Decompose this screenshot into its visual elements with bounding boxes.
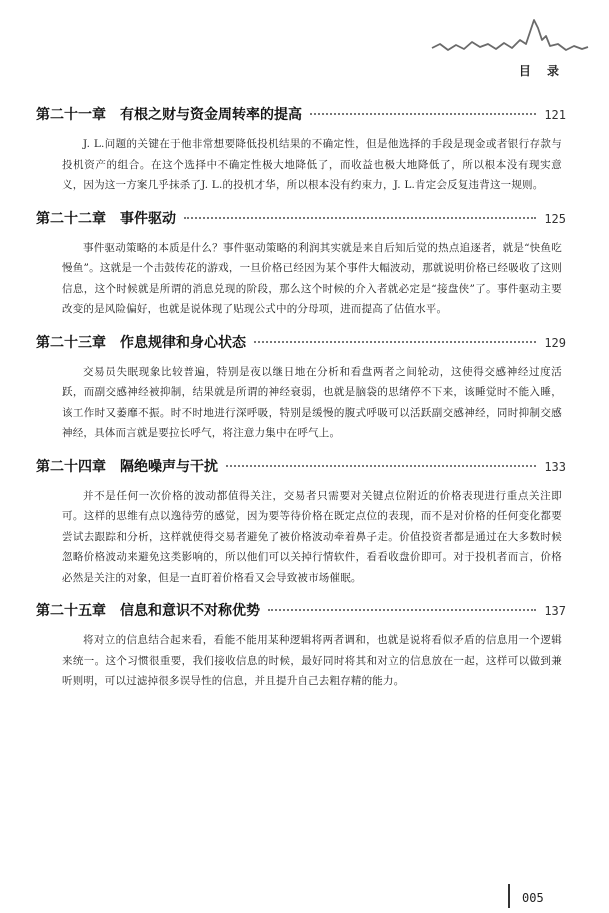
footer-divider bbox=[508, 884, 510, 908]
chapter-summary: 交易员失眠现象比较普遍，特别是夜以继日地在分析和看盘两者之间轮动，这使得交感神经过度活跃，而副交感神经被抑制，结果就是所谓的神经衰弱，也就是脑袋的思绪停不下来，该睡觉时不能入睡，该工作时又萎靡不振。时不时地进行深呼吸，特别是缓慢的腹式呼吸可以活跃副交感神经，同时抑制交感神经，具体而言就是要拉长呼气，将注意力集中在呼气上。 bbox=[62, 365, 562, 439]
table-of-contents bbox=[36, 104, 566, 704]
chapter-page-number[interactable]: 125 bbox=[544, 211, 566, 226]
dot-leader bbox=[184, 217, 536, 219]
toc-entry-chapter-21[interactable] bbox=[36, 104, 566, 196]
section-title: 目 录 bbox=[518, 64, 565, 78]
folio-page-number: 005 bbox=[522, 891, 544, 905]
chapter-heading bbox=[36, 456, 566, 480]
chapter-number: 第二十一章 bbox=[36, 107, 106, 123]
chapter-page-number[interactable]: 121 bbox=[544, 108, 566, 122]
chapter-title[interactable]: 作息规律和身心状态 bbox=[120, 334, 246, 351]
toc-entry-chapter-22[interactable] bbox=[36, 208, 566, 320]
chapter-page-number[interactable]: 137 bbox=[544, 604, 566, 618]
dot-leader bbox=[254, 341, 536, 343]
chapter-summary: J. L.问题的关键在于他非常想要降低投机结果的不确定性，但是他选择的手段是现金或者银行存款与投机资产的组合。在这个选择中不确定性极大地降低了，而收益也极大地降低了，所以根本没有现实意义，因为这一方案几乎抹杀了J. L.的投机才华，所以根本没有约束力，J. L.肯定会反复违背这一规则。 bbox=[62, 138, 562, 191]
chapter-page-number[interactable]: 129 bbox=[544, 335, 566, 350]
dot-leader bbox=[310, 113, 536, 115]
chapter-summary: 将对立的信息结合起来看，看能不能用某种逻辑将两者调和，也就是说将看似矛盾的信息用一个逻辑来统一。这个习惯很重要，我们接收信息的时候，最好同时将其和对立的信息放在一起，这样可以做到兼听则明，可以过滤掉很多误导性的信息，并且提升自己去粗存精的能力。 bbox=[62, 634, 562, 687]
dot-leader bbox=[268, 609, 536, 611]
chapter-number: 第二十二章 bbox=[36, 210, 106, 227]
chapter-heading bbox=[36, 332, 566, 356]
chapter-summary: 事件驱动策略的本质是什么？事件驱动策略的利润其实就是来自后知后觉的热点追逐者，就是“快鱼吃慢鱼”。这就是一个击鼓传花的游戏，一旦价格已经因为某个事件大幅波动，那就说明价格已经吸收了这则信息，这个时候就是所谓的消息兑现的阶段，那么这个时候的介入者就必定是“接盘侠”了。事件驱动主要改变的是风险偏好，也就是说体现了贴现公式中的分母项，进而提高了估值水平。 bbox=[62, 241, 562, 315]
chapter-heading bbox=[36, 208, 566, 232]
chapter-summary: 并不是任何一次价格的波动都值得关注，交易者只需要对关键点位附近的价格表现进行重点关注即可。这样的思维有点以逸待劳的感觉，因为要等待价格在既定点位的表现，而不是对价格的任何变化都要尝试去跟踪和分析，这样就使得交易者避免了被价格波动牵着鼻子走。价值投资者都是通过在大多数时候忽略价格波动来避免这类影响的，所以他们可以关掉行情软件，看看收盘价即可。对于投机者而言，价格必然是关注的对象，但是一直盯着价格看又会导致被市场催眠。 bbox=[62, 489, 562, 584]
chapter-heading bbox=[36, 104, 566, 128]
chapter-number: 第二十三章 bbox=[36, 334, 106, 351]
dot-leader bbox=[226, 465, 536, 467]
chapter-heading bbox=[36, 600, 566, 624]
chapter-number: 第二十五章 bbox=[36, 603, 106, 619]
toc-entry-chapter-25[interactable] bbox=[36, 600, 566, 692]
chapter-title[interactable]: 隔绝噪声与干扰 bbox=[120, 458, 218, 475]
chapter-title[interactable]: 信息和意识不对称优势 bbox=[120, 603, 260, 619]
toc-entry-chapter-23[interactable] bbox=[36, 332, 566, 444]
toc-entry-chapter-24[interactable] bbox=[36, 456, 566, 589]
chapter-title[interactable]: 有根之财与资金周转率的提高 bbox=[120, 107, 302, 123]
chapter-page-number[interactable]: 133 bbox=[544, 459, 566, 474]
chapter-number: 第二十四章 bbox=[36, 458, 106, 475]
header-mountain-line-decoration bbox=[430, 14, 590, 60]
chapter-title[interactable]: 事件驱动 bbox=[120, 210, 176, 227]
